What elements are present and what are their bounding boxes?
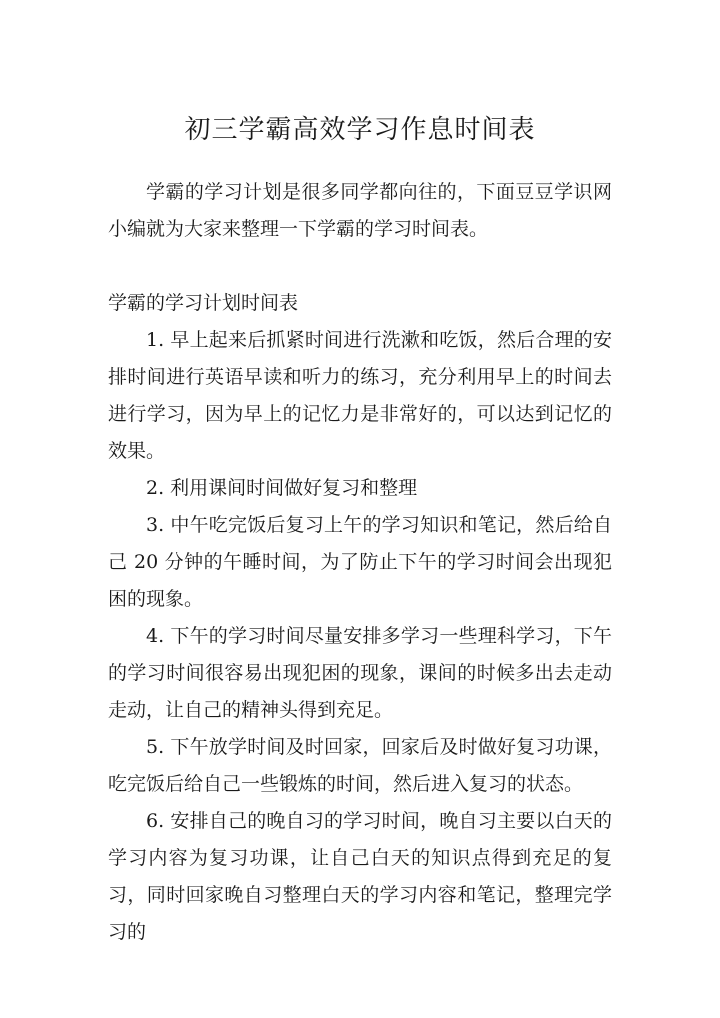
intro-paragraph: 学霸的学习计划是很多同学都向往的，下面豆豆学识网小编就为大家来整理一下学霸的学习时间表。 <box>108 181 612 240</box>
intro-section <box>108 174 612 248</box>
list-item: 6. 安排自己的晚自习的学习时间，晚自习主要以白天的学习内容为复习功课，让自己白天的知识点得到充足的复习，同时回家晚自习整理白天的学习内容和笔记，整理完学习的 <box>108 810 612 943</box>
schedule-list <box>108 322 612 951</box>
list-item: 4. 下午的学习时间尽量安排多学习一些理科学习，下午的学习时间很容易出现犯困的现象，课间的时候多出去走动走动，让自己的精神头得到充足。 <box>108 625 612 721</box>
list-item: 5. 下午放学时间及时回家，回家后及时做好复习功课，吃完饭后给自己一些锻炼的时间，然后进入复习的状态。 <box>108 736 612 795</box>
list-item: 1. 早上起来后抓紧时间进行洗漱和吃饭，然后合理的安排时间进行英语早读和听力的练习，充分利用早上的时间去进行学习，因为早上的记忆力是非常好的，可以达到记忆的效果。 <box>108 329 612 462</box>
list-item: 3. 中午吃完饭后复习上午的学习知识和笔记，然后给自己 20 分钟的午睡时间，为了防止下午的学习时间会出现犯困的现象。 <box>108 514 612 610</box>
section-heading: 学霸的学习计划时间表 <box>108 292 299 314</box>
document-title: 初三学霸高效学习作息时间表 <box>184 115 536 145</box>
list-item: 2. 利用课间时间做好复习和整理 <box>146 477 418 499</box>
